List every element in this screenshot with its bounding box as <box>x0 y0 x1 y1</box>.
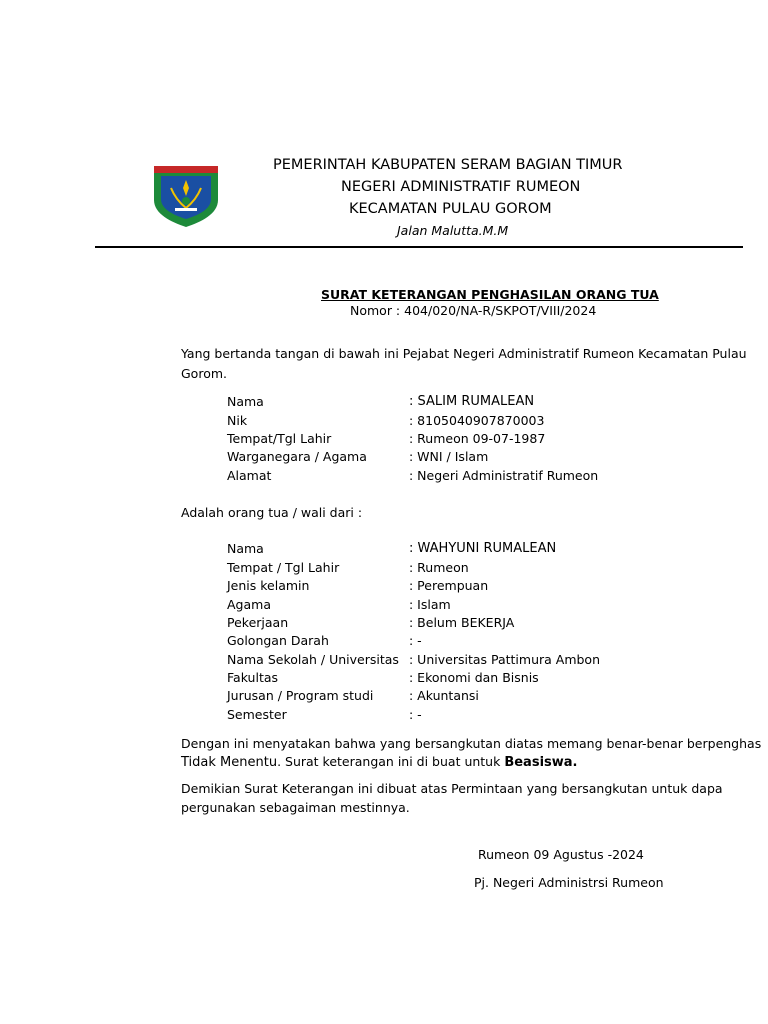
field-label: Jenis kelamin <box>227 578 310 593</box>
field-value: : Akuntansi <box>409 688 479 703</box>
child-details <box>227 540 747 725</box>
guardian-intro: Adalah orang tua / wali dari : <box>181 505 363 520</box>
statement-line-1: Dengan ini menyatakan bahwa yang bersangkutan diatas memang benar-benar berpenghas <box>181 736 762 751</box>
regency-logo <box>153 164 219 228</box>
income-status: Tidak Menentu <box>181 755 278 770</box>
field-value: : Ekonomi dan Bisnis <box>409 670 539 685</box>
field-label: Tempat / Tgl Lahir <box>227 560 340 575</box>
field-label: Fakultas <box>227 670 279 685</box>
field-value: : SALIM RUMALEAN <box>409 394 535 409</box>
field-value: : WNI / Islam <box>409 449 489 464</box>
header-district: KECAMATAN PULAU GOROM <box>349 201 552 217</box>
field-value: : Rumeon <box>409 560 469 575</box>
field-label: Warganegara / Agama <box>227 449 367 464</box>
signature-place-date: Rumeon 09 Agustus -2024 <box>478 847 644 862</box>
header-divider <box>95 246 743 248</box>
header-village: NEGERI ADMINISTRATIF RUMEON <box>341 179 581 195</box>
field-label: Golongan Darah <box>227 633 329 648</box>
field-label: Agama <box>227 597 271 612</box>
field-value: : - <box>409 633 422 648</box>
field-label: Pekerjaan <box>227 615 289 630</box>
purpose: Beasiswa. <box>504 755 578 770</box>
field-value: : Perempuan <box>409 578 489 593</box>
field-label: Tempat/Tgl Lahir <box>227 431 332 446</box>
field-value: : Negeri Administratif Rumeon <box>409 468 599 483</box>
field-value: : 8105040907870003 <box>409 413 545 428</box>
field-value: : Islam <box>409 597 451 612</box>
header-government: PEMERINTAH KABUPATEN SERAM BAGIAN TIMUR <box>273 157 623 173</box>
official-details <box>227 393 747 488</box>
field-value: : Belum BEKERJA <box>409 615 515 630</box>
header-address: Jalan Malutta.M.M <box>397 223 509 238</box>
field-label: Semester <box>227 707 287 722</box>
closing-line-2: pergunakan sebagaiman mestinnya. <box>181 800 410 815</box>
field-label: Jurusan / Program studi <box>227 688 374 703</box>
field-label: Nama Sekolah / Universitas <box>227 652 399 667</box>
document-title: SURAT KETERANGAN PENGHASILAN ORANG TUA <box>321 287 659 302</box>
field-value: : - <box>409 707 422 722</box>
field-label: Alamat <box>227 468 272 483</box>
statement-mid: . Surat keterangan ini di buat untuk <box>277 754 505 769</box>
intro-line-2: Gorom. <box>181 366 227 381</box>
field-label: Nama <box>227 541 264 556</box>
closing-line-1: Demikian Surat Keterangan ini dibuat atas Permintaan yang bersangkutan untuk dapa <box>181 781 723 796</box>
field-label: Nik <box>227 413 248 428</box>
statement-line-2 <box>181 752 577 773</box>
field-value: : Rumeon 09-07-1987 <box>409 431 546 446</box>
signature-office: Pj. Negeri Administrsi Rumeon <box>474 875 664 890</box>
field-label: Nama <box>227 394 264 409</box>
document-number: Nomor : 404/020/NA-R/SKPOT/VIII/2024 <box>350 303 597 318</box>
intro-line-1: Yang bertanda tangan di bawah ini Pejabat Negeri Administratif Rumeon Kecamatan Pulau <box>181 346 747 361</box>
field-value: : WAHYUNI RUMALEAN <box>409 541 557 556</box>
field-value: : Universitas Pattimura Ambon <box>409 652 601 667</box>
